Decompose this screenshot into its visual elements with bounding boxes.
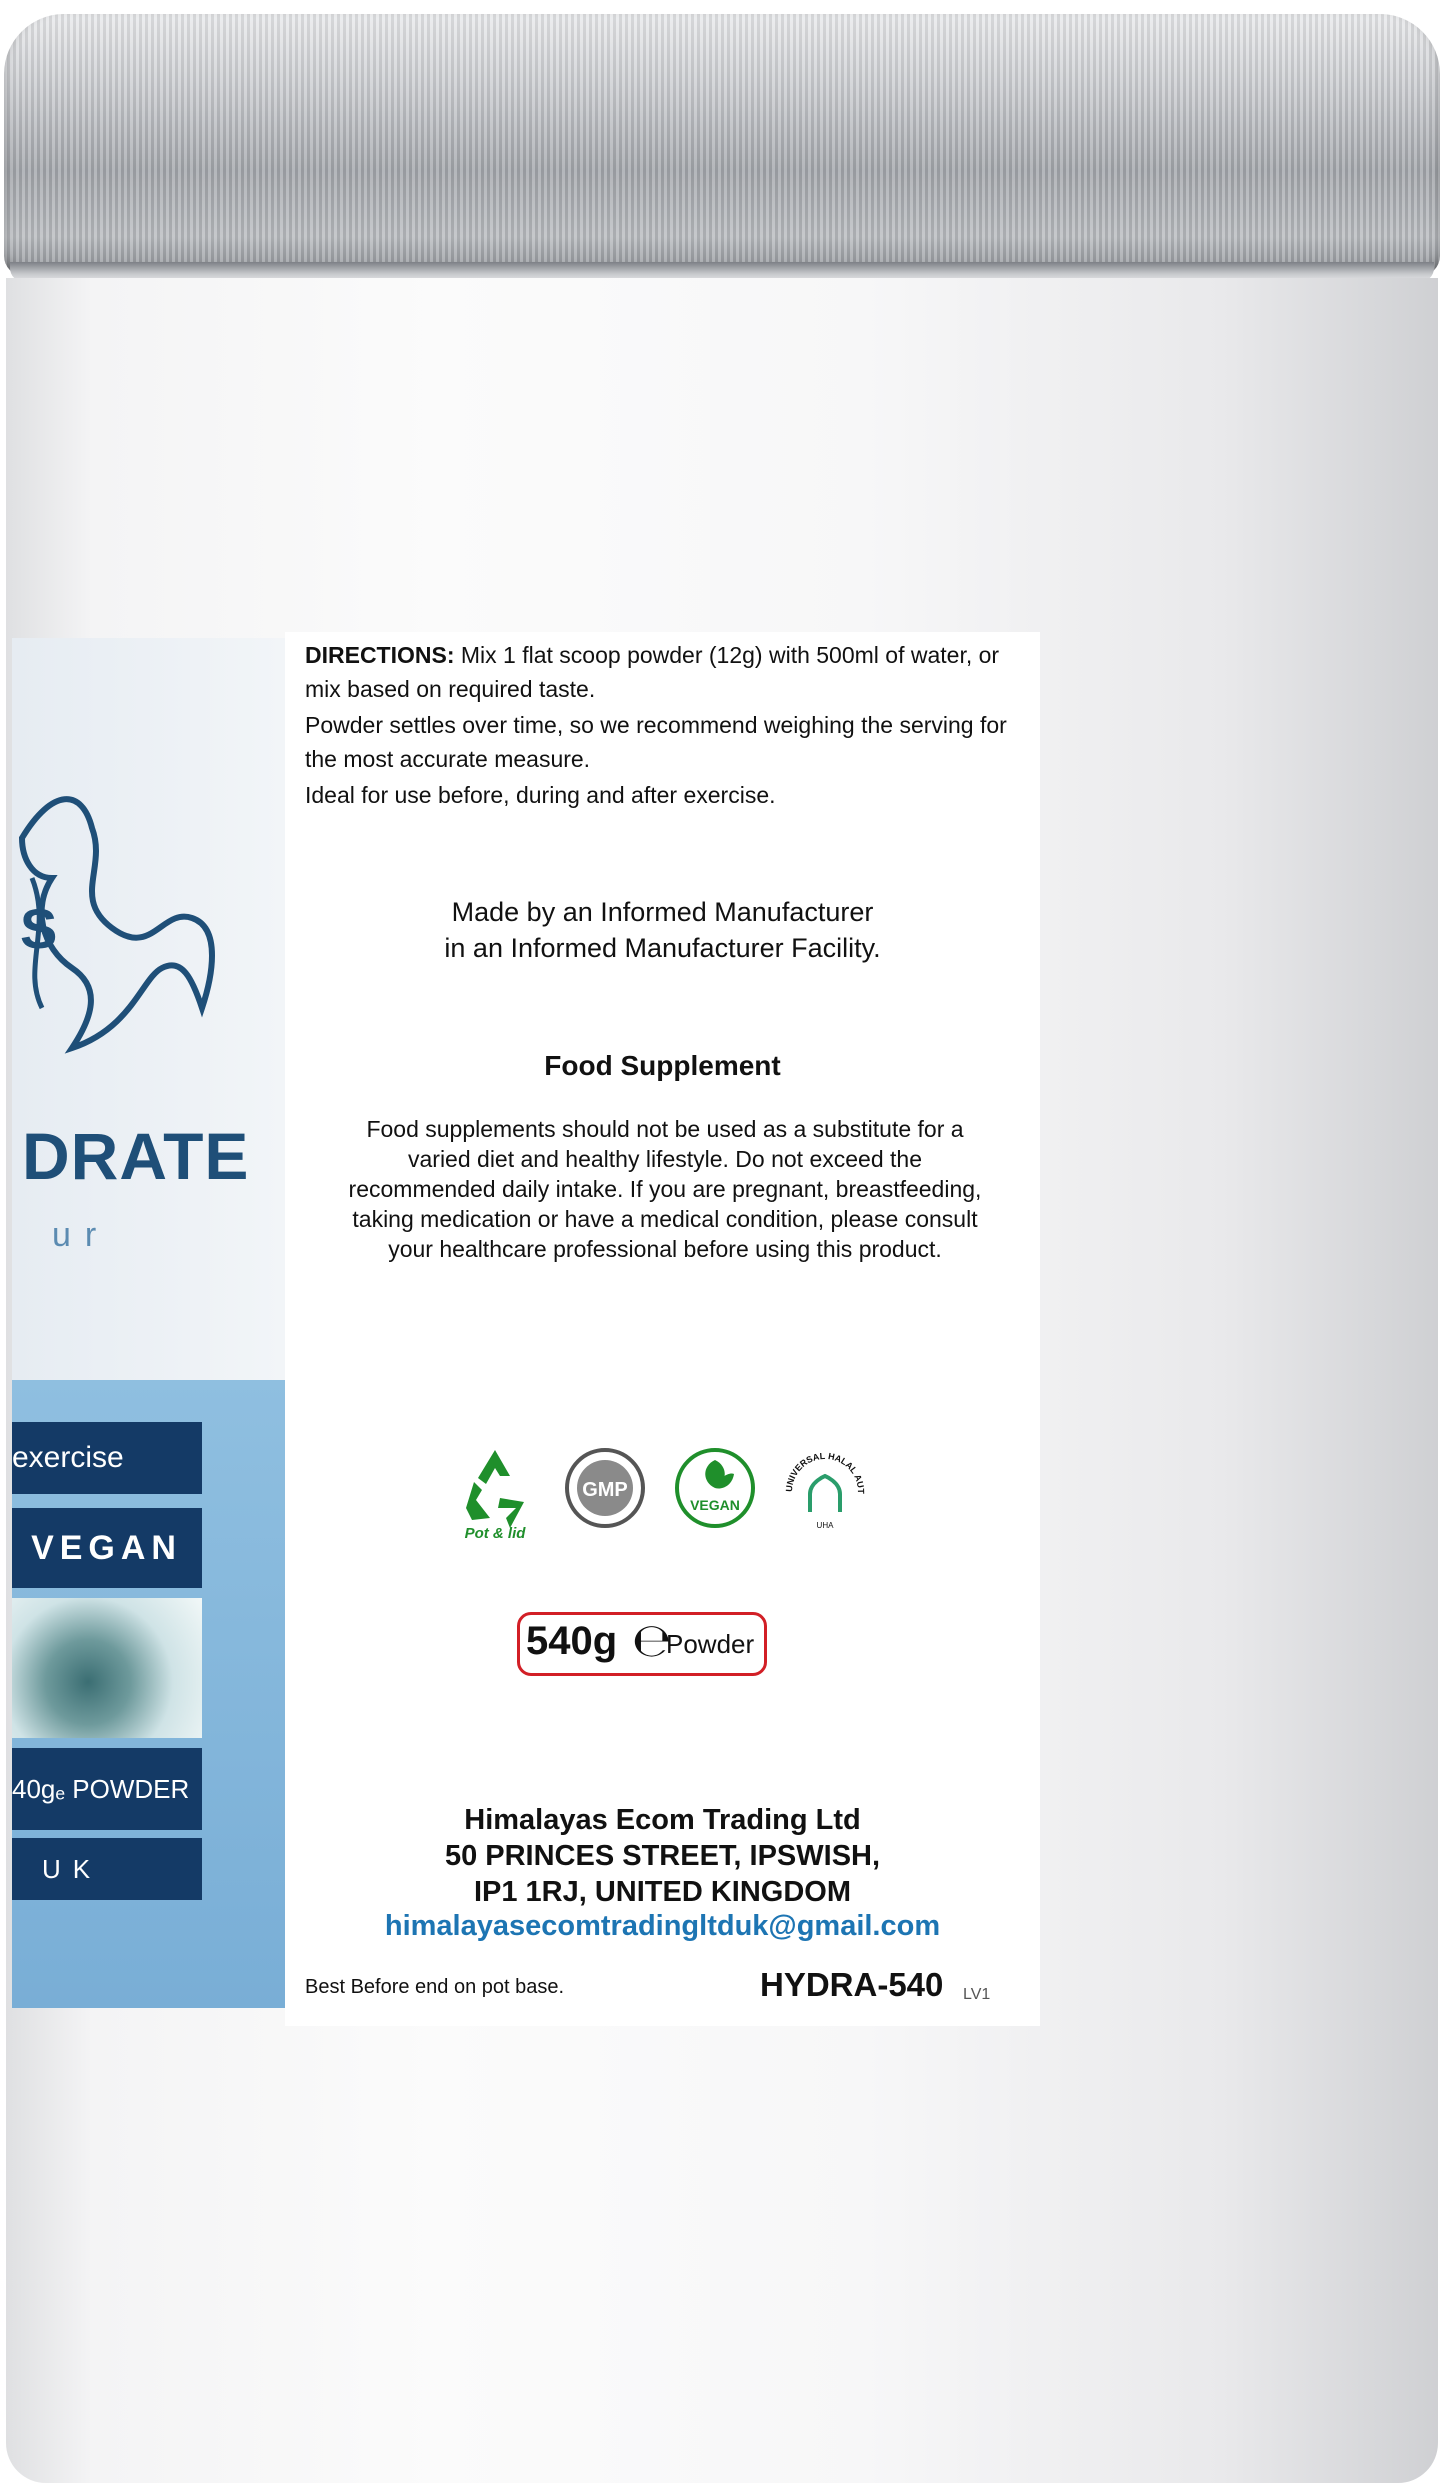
settle-text: Powder settles over time, so we recommend weighing the serving for the most accurate measure. [305, 712, 1007, 772]
blue-info-panel [12, 1380, 285, 2008]
company-email: himalayasecomtradingltduk@gmail.com [384, 1910, 941, 1942]
horse-logo-icon [12, 728, 232, 1058]
brand-subtitle: ur [52, 1216, 111, 1254]
ideal-text: Ideal for use before, during and after exercise. [305, 782, 776, 808]
uk-box: UK [12, 1838, 202, 1900]
company-street: 50 PRINCES STREET, IPSWISH, [444, 1840, 881, 1872]
certification-icons [450, 1442, 870, 1542]
vegan-icon [670, 1442, 760, 1542]
front-label-edge [12, 638, 285, 2008]
gmp-icon [560, 1442, 650, 1542]
informed-line-1: Made by an Informed Manufacturer [451, 897, 874, 927]
company-city: IP1 1RJ, UNITED KINGDOM [473, 1876, 852, 1908]
label-version: LV1 [963, 1986, 991, 2003]
directions-text: Mix 1 flat scoop powder (12g) with 500ml of water, or mix based on required taste. [305, 642, 1000, 702]
recycle-icon [450, 1442, 540, 1542]
informed-manufacturer [285, 894, 1040, 966]
food-supplement-title: Food Supplement [544, 1050, 781, 1081]
net-weight-badge [517, 1612, 767, 1676]
svg-text:VEGAN: VEGAN [690, 1497, 740, 1513]
estimated-sign-icon: ℮ [632, 1613, 672, 1667]
vegan-box: VEGAN [12, 1508, 202, 1588]
weight-form: Powder [666, 1629, 755, 1659]
exercise-box: exercise [12, 1422, 202, 1494]
jar-lid [4, 14, 1440, 276]
brand-word: DRATE [22, 1119, 250, 1193]
svg-text:S: S [20, 897, 58, 960]
svg-text:GMP: GMP [582, 1479, 628, 1501]
informed-line-2: in an Informed Manufacturer Facility. [444, 933, 881, 963]
company-address [285, 1802, 1040, 1910]
water-splash-image [12, 1598, 202, 1738]
back-label [285, 632, 1040, 2026]
product-code: HYDRA-540 [760, 1966, 944, 2003]
halal-icon [780, 1442, 870, 1542]
company-name: Himalayas Ecom Trading Ltd [464, 1804, 861, 1836]
directions-block [305, 638, 1025, 814]
svg-text:Pot & lid: Pot & lid [464, 1525, 526, 1542]
directions-heading: DIRECTIONS: [305, 642, 455, 668]
svg-text:UNIVERSAL HALAL AUTHORITY: UNIVERSAL HALAL AUT [783, 1450, 867, 1495]
best-before-note: Best Before end on pot base. [305, 1976, 565, 1998]
svg-text:UHA: UHA [816, 1521, 834, 1530]
weight-value: 540g [526, 1619, 618, 1663]
weight-powder-box: 40gₑ POWDER [12, 1748, 202, 1830]
food-supplement-body: Food supplements should not be used as a substitute for a varied diet and healthy lifestyle. Do not exceed the recommended daily intake. If you are pregnant, breastfeeding, taking medication or have a medical condition, please consult your healthcare professional before using this product. [348, 1116, 982, 1262]
